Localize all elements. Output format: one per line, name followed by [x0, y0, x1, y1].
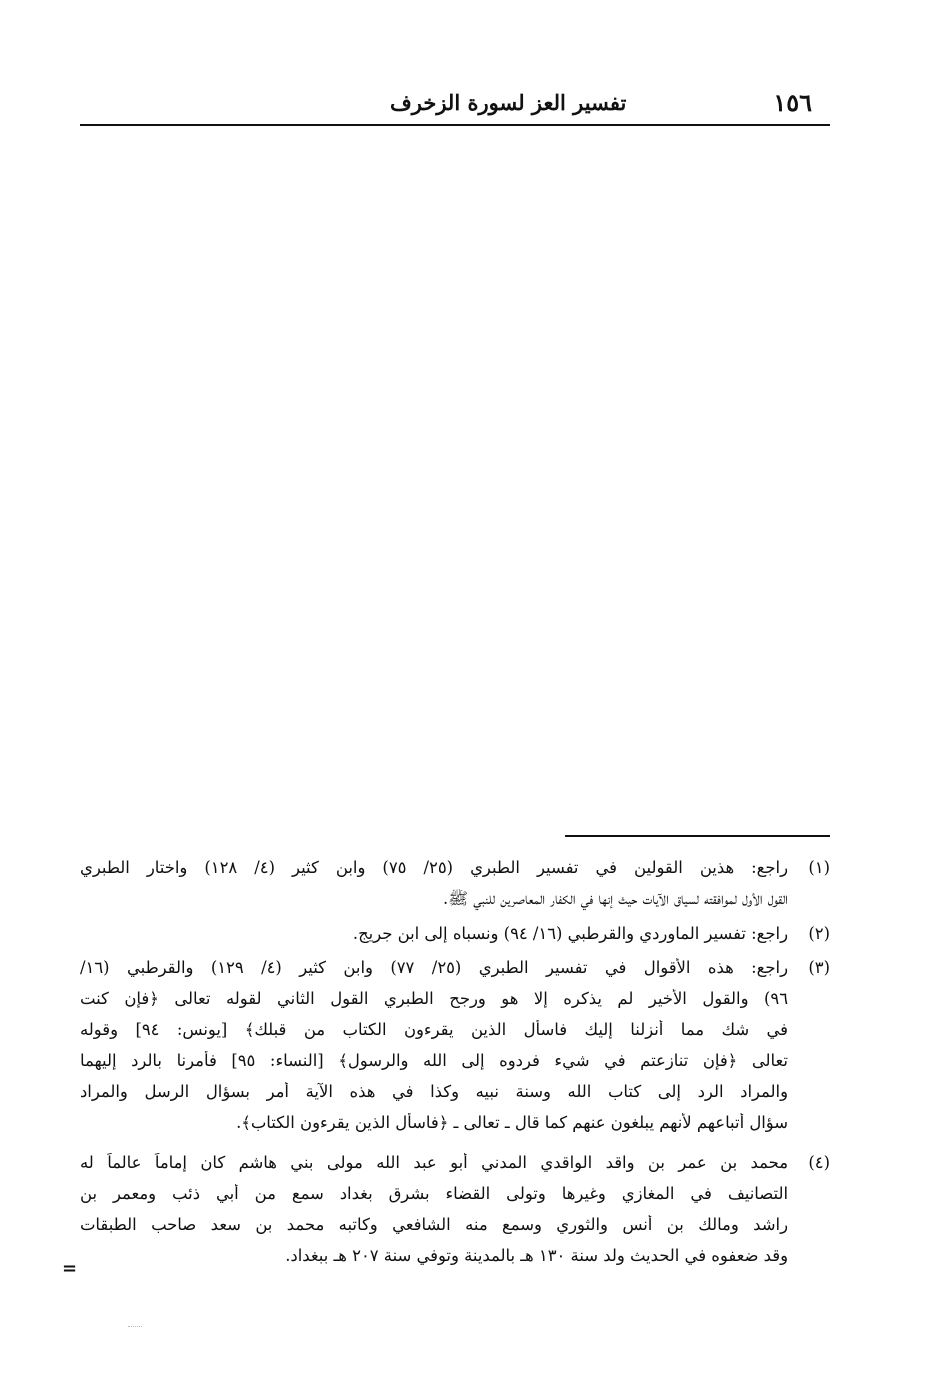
footnote-line: في شك مما أنزلنا إليك فاسأل الذين يقرءون الكتاب من قبلك﴾ [يونس: ٩٤] وقوله: [80, 1020, 788, 1039]
footnote-line: راجع: هذين القولين في تفسير الطبري (٢٥/ ٧٥) وابن كثير (٤/ ١٢٨) واختار الطبري: [80, 858, 788, 877]
page-header: [80, 84, 830, 126]
footnote-divider: [565, 835, 830, 837]
scan-speck: [128, 1326, 142, 1333]
footnote-line: التصانيف في المغازي وغيرها وتولى القضاء بشرق بغداد سمع من أبي ذئب ومعمر بن: [80, 1184, 788, 1203]
footnote-line: تعالى ﴿فإن تنازعتم في شيء فردوه إلى الله والرسول﴾ [النساء: ٩٥] فأمرنا بالرد إليهما: [80, 1051, 788, 1070]
continuation-mark: =: [62, 1258, 78, 1279]
page-title: تفسير العز لسورة الزخرف: [390, 90, 627, 115]
footnote-line: محمد بن عمر بن واقد الواقدي المدني أبو عبد الله مولى بني هاشم كان إماماً عالماً له: [80, 1153, 788, 1172]
footnote-number: (٢): [808, 924, 830, 943]
footnote-line: وقد ضعفوه في الحديث ولد سنة ١٣٠ هـ بالمدينة وتوفي سنة ٢٠٧ هـ ببغداد.: [285, 1246, 788, 1265]
footnote-line: سؤال أتباعهم لأنهم يبلغون عنهم كما قال ـ تعالى ـ ﴿فاسأل الذين يقرءون الكتاب﴾.: [236, 1113, 788, 1132]
footnote-line: راشد ومالك بن أنس والثوري وسمع منه الشافعي وكاتبه محمد بن سعد صاحب الطبقات: [80, 1215, 788, 1234]
footnote-line: والمراد الرد إلى كتاب الله وسنة نبيه وكذا في هذه الآية أمر بسؤال الرسل والمراد: [80, 1082, 788, 1101]
page-number: ١٥٦: [773, 88, 812, 117]
footnote-number: (١): [808, 858, 830, 877]
footnote-line: راجع: هذه الأقوال في تفسير الطبري (٢٥/ ٧٧) وابن كثير (٤/ ١٢٩) والقرطبي (١٦/: [80, 958, 788, 977]
footnote-line: ٩٦) والقول الأخير لم يذكره إلا هو ورجح الطبري القول الثاني لقوله تعالى ﴿فإن كنت: [80, 989, 788, 1008]
footnote-line: راجع: تفسير الماوردي والقرطبي (١٦/ ٩٤) ونسباه إلى ابن جريج.: [352, 924, 788, 943]
footnote-number: (٣): [808, 958, 830, 977]
footnote-number: (٤): [808, 1153, 830, 1172]
footnote-line: القول الأول لموافقته لسياق الآيات حيث إنها في الكفار المعاصرين للنبي ﷺ.: [443, 889, 788, 908]
